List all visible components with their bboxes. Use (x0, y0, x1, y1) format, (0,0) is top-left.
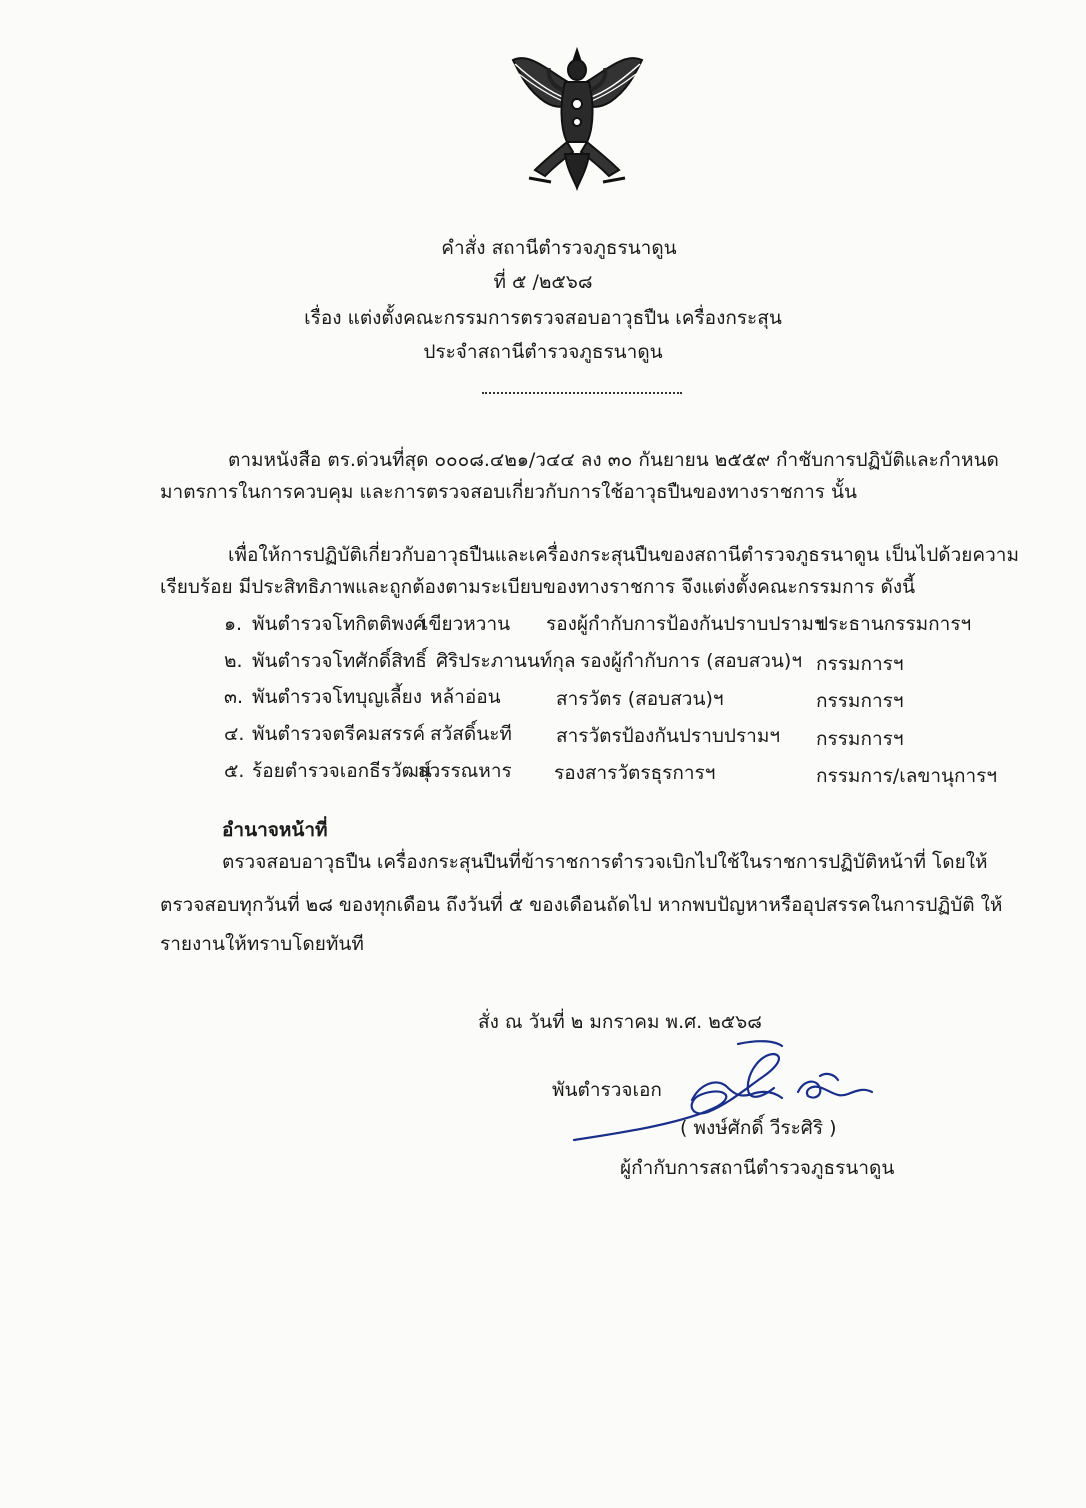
committee-position: รองผู้กำกับการป้องกันปราบปรามฯ (546, 613, 825, 635)
committee-role: กรรมการฯ (816, 728, 904, 750)
committee-rank-name: พันตำรวจโทศักดิ์สิทธิ์ (252, 650, 427, 672)
committee-number: ๒. (224, 650, 243, 672)
duties-line3: รายงานให้ทราบโดยทันที (160, 933, 364, 955)
committee-rank-name: พันตำรวจโทกิตติพงศ์ (252, 613, 426, 635)
committee-role: กรรมการฯ (816, 690, 904, 712)
committee-rank-name: พันตำรวจโทบุญเลี้ยง (252, 686, 423, 708)
paragraph2-line2: เรียบร้อย มีประสิทธิภาพและถูกต้องตามระเบียบของทางราชการ จึงแต่งตั้งคณะกรรมการ ดังนี้ (160, 576, 916, 598)
committee-rank-name: พันตำรวจตรีคมสรรค์ (252, 723, 426, 745)
duties-line2: ตรวจสอบทุกวันที่ ๒๘ ของทุกเดือน ถึงวันที่ ๕ ของเดือนถัดไป หากพบปัญหาหรืออุปสรรคในการปฏิบัติ ให้ (160, 894, 1003, 916)
committee-rank-name: ร้อยตำรวจเอกธีรวัฒน์ (252, 760, 432, 782)
signer-rank: พันตำรวจเอก (552, 1079, 662, 1101)
committee-number: ๓. (224, 686, 244, 708)
committee-role: ประธานกรรมการฯ (816, 613, 972, 635)
committee-number: ๑. (224, 613, 243, 635)
paragraph1-line2: มาตรการในการควบคุม และการตรวจสอบเกี่ยวกับการใช้อาวุธปืนของทางราชการ นั้น (160, 481, 857, 503)
duties-heading: อำนาจหน้าที่ (222, 819, 328, 841)
committee-position: รองสารวัตรธุรการฯ (554, 762, 716, 784)
paragraph2-line1: เพื่อให้การปฏิบัติเกี่ยวกับอาวุธปืนและเครื่องกระสุนปืนของสถานีตำรวจภูธรนาดูน เป็นไปด้วยความ (228, 544, 1019, 566)
committee-surname: เขียวหวาน (422, 613, 511, 635)
garuda-emblem-icon (505, 42, 650, 192)
dotted-separator (482, 392, 682, 394)
order-date: สั่ง ณ วันที่ ๒ มกราคม พ.ศ. ๒๕๖๘ (478, 1011, 762, 1033)
order-number: ที่ ๕ /๒๕๖๘ (493, 271, 593, 293)
order-subject-line2: ประจำสถานีตำรวจภูธรนาดูน (423, 341, 663, 363)
committee-position: รองผู้กำกับการ (สอบสวน)ฯ (580, 650, 802, 672)
committee-position: สารวัตรป้องกันปราบปรามฯ (556, 725, 781, 747)
order-subject-line1: เรื่อง แต่งตั้งคณะกรรมการตรวจสอบอาวุธปืน เครื่องกระสุน (304, 307, 782, 329)
signer-name: ( พงษ์ศักดิ์ วีระศิริ ) (680, 1117, 837, 1139)
committee-number: ๔. (224, 723, 245, 745)
paragraph1-line1: ตามหนังสือ ตร.ด่วนที่สุด ๐๐๐๘.๔๒๑/ว๔๔ ลง ๓๐ กันยายน ๒๕๕๙ กำชับการปฏิบัติและกำหนด (228, 449, 999, 471)
order-title: คำสั่ง สถานีตำรวจภูธรนาดูน (441, 237, 677, 259)
committee-surname: หล้าอ่อน (430, 686, 501, 708)
committee-surname: สวัสดิ์นะที (430, 723, 512, 745)
duties-line1: ตรวจสอบอาวุธปืน เครื่องกระสุนปืนที่ข้าราชการตำรวจเบิกไปใช้ในราชการปฏิบัติหน้าที่ โดยให้ (222, 851, 988, 873)
committee-role: กรรมการ/เลขานุการฯ (816, 765, 998, 787)
committee-position: สารวัตร (สอบสวน)ฯ (556, 688, 724, 710)
committee-number: ๕. (224, 760, 245, 782)
signer-title: ผู้กำกับการสถานีตำรวจภูธรนาดูน (620, 1157, 895, 1179)
committee-surname: สุวรรณหาร (418, 760, 512, 782)
committee-surname: ศิริประภานนท์กุล (436, 650, 576, 672)
committee-role: กรรมการฯ (816, 653, 904, 675)
